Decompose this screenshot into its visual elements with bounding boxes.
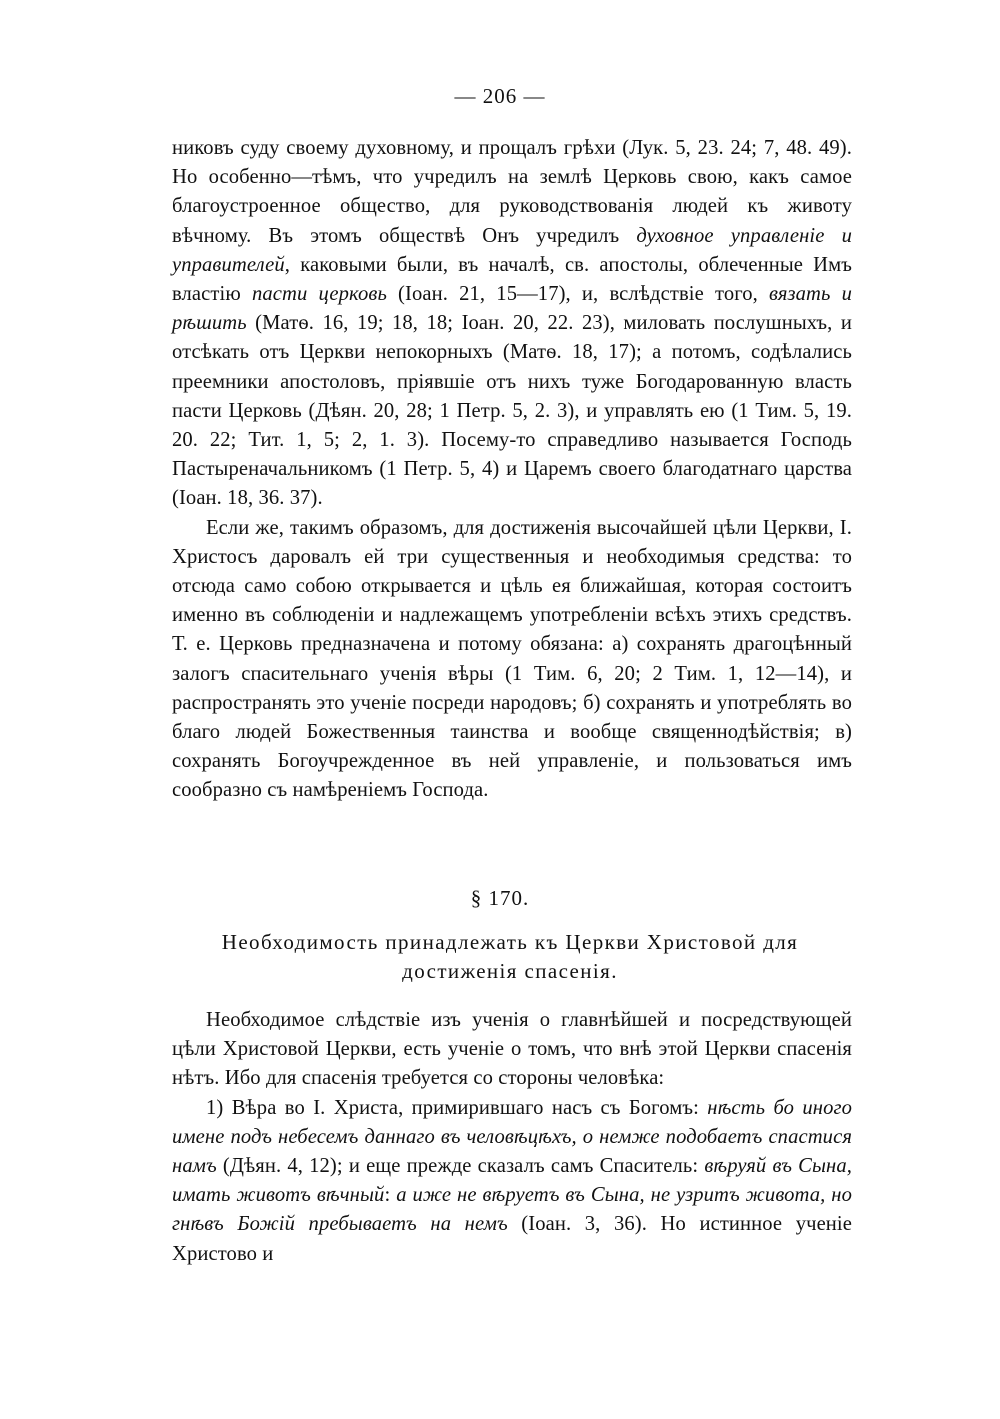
text-run: (Іоан. 21, 15—17), и, вслѣдствіе того, bbox=[386, 283, 770, 306]
italic-quote: а иже не вѣруетъ въ Сына, не узритъ живота, но гнѣвъ Божій пребываетъ на немъ bbox=[172, 1184, 852, 1236]
paragraph-church-purpose: Если же, такимъ образомъ, для достиженія высочайшей цѣли Церкви, І. Христосъ даровалъ ей три существенныя и необходимыя средства: то отсюда само собою открывается и цѣль ея ближайшая, которая состоитъ именно въ соблюденіи и надлежащемъ употребленіи всѣхъ этихъ средствъ. Т. е. Церковь предназначена и потому обязана: а) сохранять драгоцѣнный залогъ спасительнаго ученія вѣры (1 Тим. 6, 20; 2 Тим. 1, 12—14), и распространять это ученіе посреди народовъ; б) сохранять и употреблять во благо людей Божественныя таинства и вообще священнодѣйствія; в) сохранять Богоучрежденное въ ней управленіе, и пользоваться имъ сообразно съ намѣреніемъ Господа. bbox=[172, 516, 852, 802]
text-run: никовъ суду своему духовному, и прощалъ грѣхи (Лук. 5, 23. 24; 7, 48. 49). Но особенно—тѣмъ, что учредилъ на землѣ Церковь свою, какъ самое благоустроенное общество, для руководствованія людей къ животу вѣчному. Въ этомъ обществѣ Онъ учредилъ bbox=[172, 137, 852, 247]
paragraph-faith-in-christ bbox=[172, 1094, 852, 1269]
paragraph-church-governance bbox=[172, 134, 852, 514]
section-title bbox=[160, 928, 860, 986]
text-run: (Матѳ. 16, 19; 18, 18; Іоан. 20, 22. 23), миловать послушныхъ, и отсѣкать отъ Церкви непокорныхъ (Матѳ. 18, 17); а потомъ, содѣлались преемники апостоловъ, пріявшіе отъ нихъ туже Богодарованную власть пасти Церковь (Дѣян. 20, 28; 1 Петр. 5, 2. 3), и управлять ею (1 Тим. 5, 19. 20. 22; Тит. 1, 5; 2, 1. 3). Посему-то справедливо называется Господь Пастыреначальникомъ (1 Петр. 5, 4) и Царемъ своего благодатнаго царства (Іоан. 18, 36. 37). bbox=[172, 312, 852, 510]
text-run: : bbox=[384, 1184, 397, 1207]
text-run: 1) Вѣра во І. Христа, примирившаго насъ съ Богомъ: bbox=[206, 1096, 708, 1119]
italic-quote: нѣсть бо иного имене подъ небесемъ даннаго въ человѣцѣхъ, о немже подобаетъ спастися намъ bbox=[172, 1096, 852, 1178]
text-block-bottom bbox=[172, 1006, 852, 1269]
section-title-line: достиженія спасенія. bbox=[402, 959, 618, 983]
section-number: § 170. bbox=[470, 886, 530, 910]
italic-quote: вѣруяй въ Сына, имать животъ вѣчный bbox=[172, 1155, 852, 1207]
italic-phrase: пасти церковь bbox=[251, 283, 387, 306]
page-number: — 206 — bbox=[454, 84, 546, 108]
italic-phrase: духовное управленіе и управителей bbox=[172, 224, 852, 276]
section-title-line: Необходимость принадлежать къ Церкви Христовой для bbox=[221, 930, 799, 954]
text-run: (Іоан. 3, 36). Но истинное ученіе Христово и bbox=[172, 1213, 852, 1265]
italic-phrase: вязать и рѣшить bbox=[172, 283, 853, 335]
text-block-top bbox=[172, 134, 852, 806]
paragraph-salvation-necessity: Необходимое слѣдствіе изъ ученія о главнѣйшей и посредствующей цѣли Христовой Церкви, есть ученіе о томъ, что внѣ этой Церкви спасенія нѣтъ. Ибо для спасенія требуется со стороны человѣка: bbox=[172, 1009, 852, 1090]
text-run: (Дѣян. 4, 12); и еще прежде сказалъ самъ Спаситель: bbox=[216, 1155, 705, 1178]
text-run: , каковыми были, въ началѣ, св. апостолы, облеченные Имъ властію bbox=[172, 253, 852, 306]
